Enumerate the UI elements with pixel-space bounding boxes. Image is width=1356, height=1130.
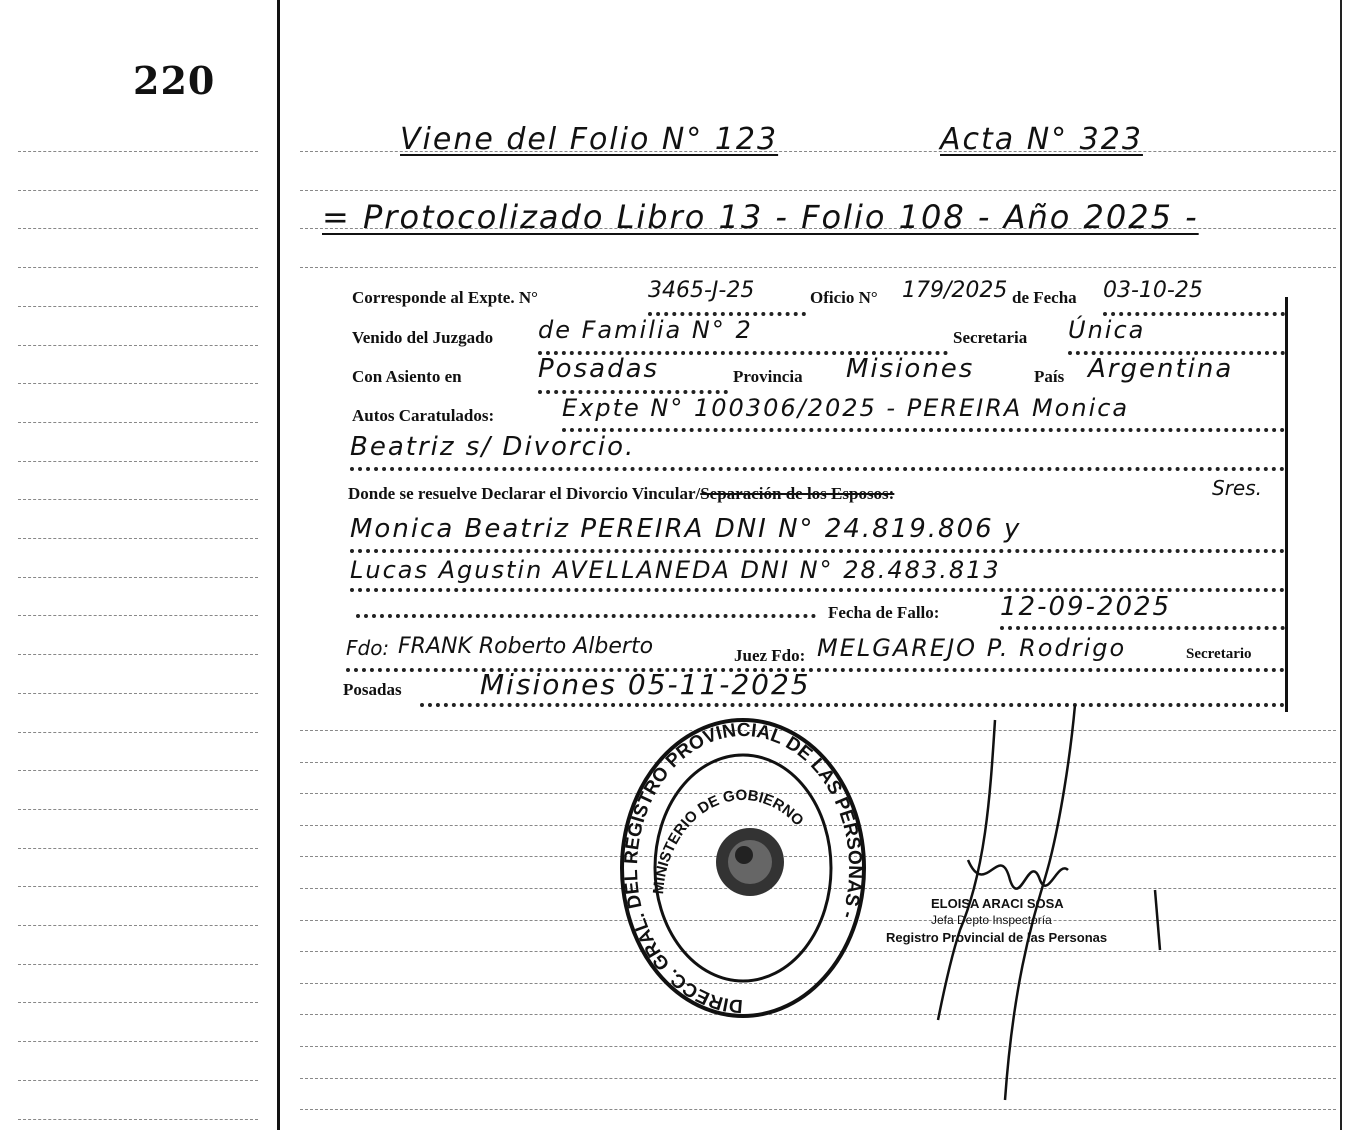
fallo-label: Fecha de Fallo: <box>828 603 940 622</box>
resuelve-text: Donde se resuelve Declarar el Divorcio Vincular/ <box>348 484 701 503</box>
asiento-label: Con Asiento en <box>352 367 462 386</box>
secretary-label: Secretario <box>1186 646 1252 662</box>
expte-label: Corresponde al Expte. N° <box>352 288 538 307</box>
juzgado-value: de Familia N° 2 <box>538 316 753 344</box>
signer-organization: Registro Provincial de las Personas <box>886 930 1108 945</box>
juzgado-label: Venido del Juzgado <box>352 328 494 347</box>
secretaria-label: Secretaria <box>953 328 1028 347</box>
spouse-2: Lucas Agustin AVELLANEDA DNI N° 28.483.813 <box>350 556 1001 584</box>
signer-name: ELOISA ARACI SOSA <box>931 896 1064 911</box>
fdo-judge-name: FRANK Roberto Alberto <box>398 634 654 659</box>
svg-text:MINISTERIO DE GOBIERNO: MINISTERIO DE GOBIERNO <box>650 786 807 895</box>
provincia-label: Provincia <box>733 367 803 386</box>
fdo-secretary-name: MELGAREJO P. Rodrigo <box>817 634 1127 662</box>
acta-number: Acta N° 323 <box>940 122 1143 157</box>
pais-value: Argentina <box>1088 354 1234 384</box>
protocolizado-line: = Protocolizado Libro 13 - Folio 108 - Año 2025 - <box>322 198 1199 236</box>
page-number: 220 <box>133 58 216 103</box>
fecha-value: 03-10-25 <box>1103 278 1203 303</box>
autos-label: Autos Caratulados: <box>352 406 495 425</box>
fdo-prefix: Fdo: <box>346 636 390 660</box>
provincia-value: Misiones <box>846 354 975 384</box>
svg-text:DIRECC. GRAL. DEL REGISTRO PRO: DIRECC. GRAL. DEL REGISTRO PROVINCIAL DE LAS PERSONAS - <box>620 719 866 1017</box>
resuelve-value: Sres. <box>1212 476 1262 500</box>
viene-folio: Viene del Folio N° 123 <box>400 122 779 157</box>
spouse-1: Monica Beatriz PEREIRA DNI N° 24.819.806 y <box>350 514 1022 544</box>
secretaria-value: Única <box>1068 316 1146 344</box>
asiento-value: Posadas <box>538 354 660 384</box>
fallo-value: 12-09-2025 <box>1000 592 1172 622</box>
expte-value: 3465-J-25 <box>648 278 755 303</box>
oficio-label: Oficio N° <box>810 288 878 307</box>
resuelve-struck-text: Separación de los Esposos: <box>700 484 895 503</box>
autos-value-line-1: Expte N° 100306/2025 - PEREIRA Monica <box>562 394 1130 422</box>
oficio-value: 179/2025 <box>902 278 1008 303</box>
fecha-label: de Fecha <box>1012 288 1077 307</box>
posadas-value: Misiones 05-11-2025 <box>480 668 811 701</box>
posadas-label: Posadas <box>343 680 402 699</box>
judge-label: Juez Fdo: <box>734 646 806 665</box>
signer-title: Jefa Depto Inspectoría <box>931 913 1052 927</box>
pais-label: País <box>1034 367 1065 386</box>
autos-value-line-2: Beatriz s/ Divorcio. <box>350 432 636 462</box>
